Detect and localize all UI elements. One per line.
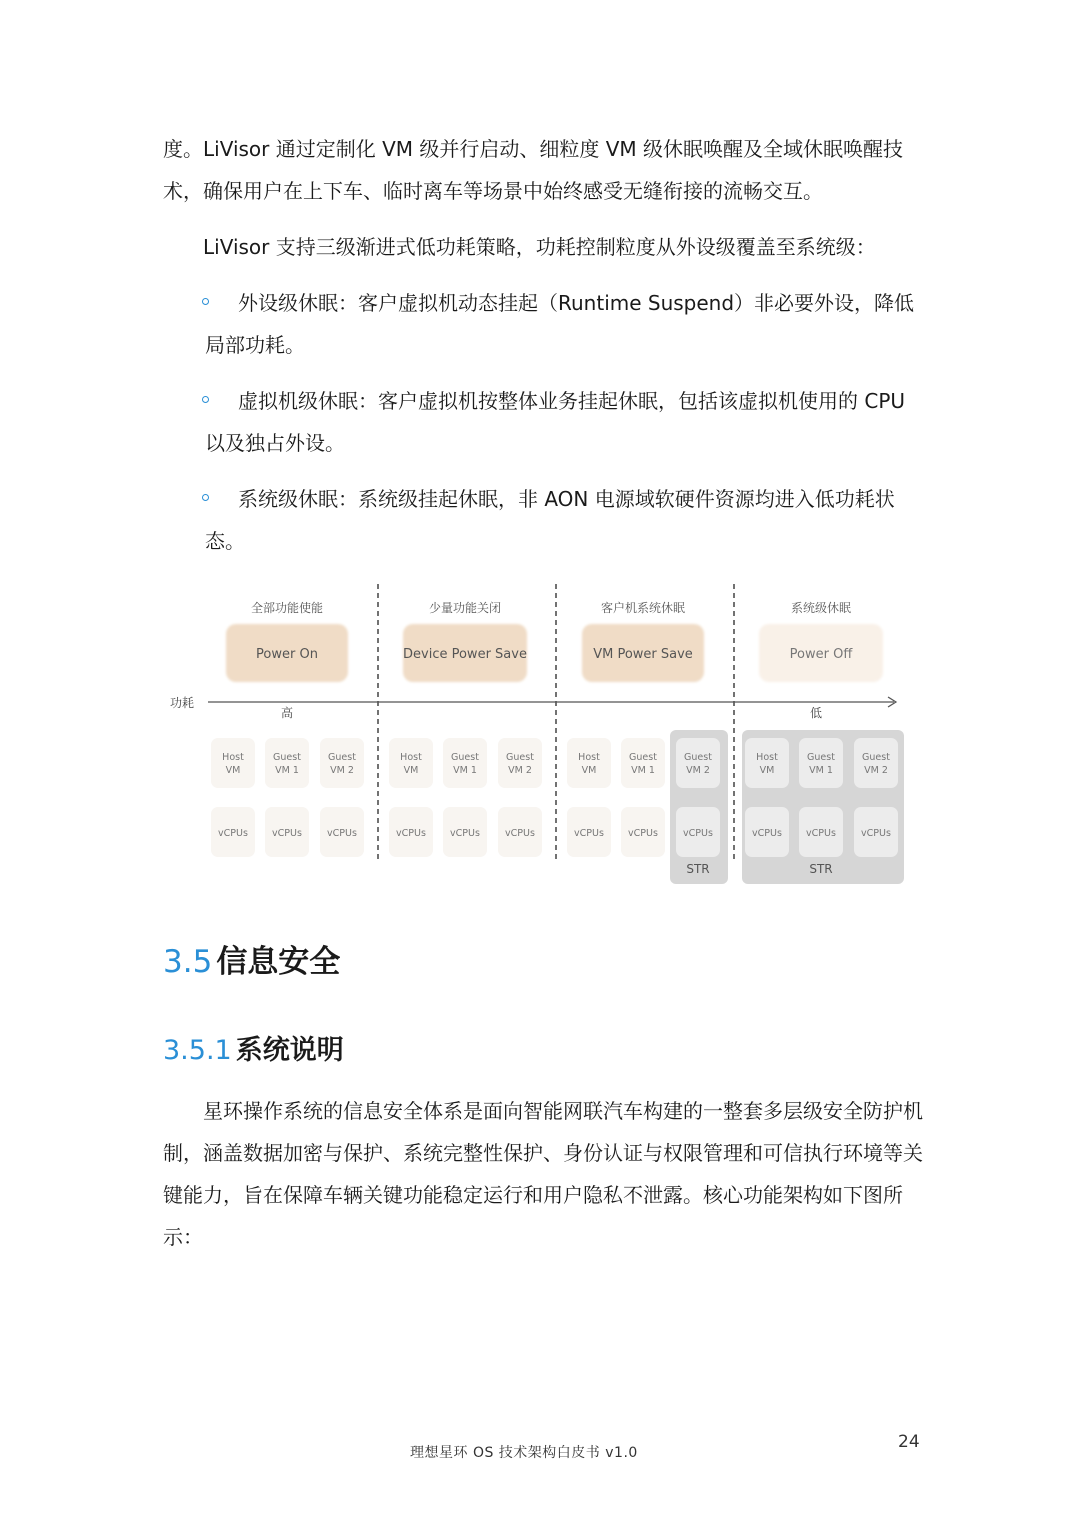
vm-cell xyxy=(676,738,720,788)
power-state-diagram xyxy=(160,578,920,908)
vm-cell-label: Guest xyxy=(629,752,657,763)
axis-high-label: 高 xyxy=(280,706,294,720)
vcpu-cell-label: vCPUs xyxy=(505,828,535,839)
vm-cell-label: Host xyxy=(578,752,600,763)
vcpu-cell-label: vCPUs xyxy=(450,828,480,839)
vcpu-cell-label: vCPUs xyxy=(327,828,357,839)
vcpu-cell-label: vCPUs xyxy=(861,828,891,839)
vcpu-cell-label: vCPUs xyxy=(272,828,302,839)
vm-cell-label: VM 1 xyxy=(453,765,477,776)
vm-cell-label: VM 1 xyxy=(809,765,833,776)
vm-cell xyxy=(389,738,433,788)
vm-cell-label: VM xyxy=(759,765,775,776)
subsection-title: 系统说明 xyxy=(235,1035,344,1066)
bullet-text: 虚拟机级休眠：客户虚拟机按整体业务挂起休眠，包括该虚拟机使用的 CPU 以及独占外设。 xyxy=(205,389,906,455)
vm-cell-label: Host xyxy=(756,752,778,763)
section-number: 3.5 xyxy=(163,944,213,980)
bullet-item xyxy=(205,478,925,562)
state-label: Power Off xyxy=(789,647,853,662)
vm-cell xyxy=(211,738,255,788)
column-header: 少量功能关闭 xyxy=(428,601,502,615)
vcpu-cell-label: vCPUs xyxy=(218,828,248,839)
footer-title: 理想星环 OS 技术架构白皮书 v1.0 xyxy=(410,1445,638,1461)
vcpu-cell-label: vCPUs xyxy=(752,828,782,839)
paragraph-power-strategy: LiVisor 支持三级渐进式低功耗策略，功耗控制粒度从外设级覆盖至系统级： xyxy=(203,235,876,259)
vm-cell xyxy=(265,738,309,788)
bullet-text: 系统级休眠：系统级挂起休眠，非 AON 电源域软硬件资源均进入低功耗状态。 xyxy=(205,487,895,553)
vcpu-cell-label: vCPUs xyxy=(628,828,658,839)
vm-cell-label: Host xyxy=(222,752,244,763)
bullet-dot-icon xyxy=(202,298,209,305)
vm-cell-label: Host xyxy=(400,752,422,763)
section-title: 信息安全 xyxy=(216,944,341,980)
vcpu-cell-label: vCPUs xyxy=(574,828,604,839)
vm-cell-label: Guest xyxy=(862,752,890,763)
page-number: 24 xyxy=(898,1432,920,1452)
vm-cell xyxy=(443,738,487,788)
bullet-text: 外设级休眠：客户虚拟机动态挂起（Runtime Suspend）非必要外设，降低局部功耗。 xyxy=(205,291,915,357)
vcpu-cell-label: vCPUs xyxy=(806,828,836,839)
vm-cell-label: Guest xyxy=(684,752,712,763)
state-label: Power On xyxy=(256,647,318,662)
column-header: 客户机系统休眠 xyxy=(600,601,686,615)
vcpu-cell-label: vCPUs xyxy=(683,828,713,839)
bullet-item xyxy=(205,282,925,366)
subsection-number: 3.5.1 xyxy=(163,1035,232,1066)
vm-cell-label: VM 1 xyxy=(631,765,655,776)
vm-cell-label: Guest xyxy=(273,752,301,763)
vm-cell xyxy=(621,738,665,788)
state-label: Device Power Save xyxy=(403,647,527,662)
vm-cell-label: VM xyxy=(403,765,419,776)
vm-cell-label: VM xyxy=(225,765,241,776)
axis-label: 功耗 xyxy=(170,696,195,710)
paragraph-continuation: 度。LiVisor 通过定制化 VM 级并行启动、细粒度 VM 级休眠唤醒及全域休眠唤醒技术，确保用户在上下车、临时离车等场景中始终感受无缝衔接的流畅交互。 xyxy=(163,137,904,203)
vm-cell-label: Guest xyxy=(807,752,835,763)
column-header: 系统级休眠 xyxy=(790,601,852,615)
vm-cell-label: Guest xyxy=(506,752,534,763)
vm-cell-label: VM 1 xyxy=(275,765,299,776)
vm-cell xyxy=(799,738,843,788)
vm-cell xyxy=(320,738,364,788)
column-header: 全部功能使能 xyxy=(250,601,324,615)
subsection-heading xyxy=(163,1030,344,1072)
vm-cell-label: VM xyxy=(581,765,597,776)
vcpu-cell-label: vCPUs xyxy=(396,828,426,839)
bullet-dot-icon xyxy=(202,494,209,501)
vm-cell xyxy=(498,738,542,788)
vm-cell-label: VM 2 xyxy=(686,765,710,776)
vm-cell xyxy=(854,738,898,788)
vm-cell-label: VM 2 xyxy=(330,765,354,776)
bullet-item xyxy=(205,380,925,464)
vm-cell-label: Guest xyxy=(451,752,479,763)
vm-cell-label: Guest xyxy=(328,752,356,763)
state-label: VM Power Save xyxy=(593,647,693,662)
str-label: STR xyxy=(809,862,833,876)
vm-cell-label: VM 2 xyxy=(508,765,532,776)
paragraph-security-overview: 星环操作系统的信息安全体系是面向智能网联汽车构建的一整套多层级安全防护机制，涵盖数据加密与保护、系统完整性保护、身份认证与权限管理和可信执行环境等关键能力，旨在保障车辆关键功能稳定运行和用户隐私不泄露。核心功能架构如下图所示： xyxy=(163,1099,923,1249)
vm-cell-label: VM 2 xyxy=(864,765,888,776)
bullet-dot-icon xyxy=(202,396,209,403)
axis-low-label: 低 xyxy=(809,706,823,720)
vm-cell xyxy=(567,738,611,788)
vm-cell xyxy=(745,738,789,788)
section-heading xyxy=(163,938,340,986)
str-label: STR xyxy=(686,862,710,876)
